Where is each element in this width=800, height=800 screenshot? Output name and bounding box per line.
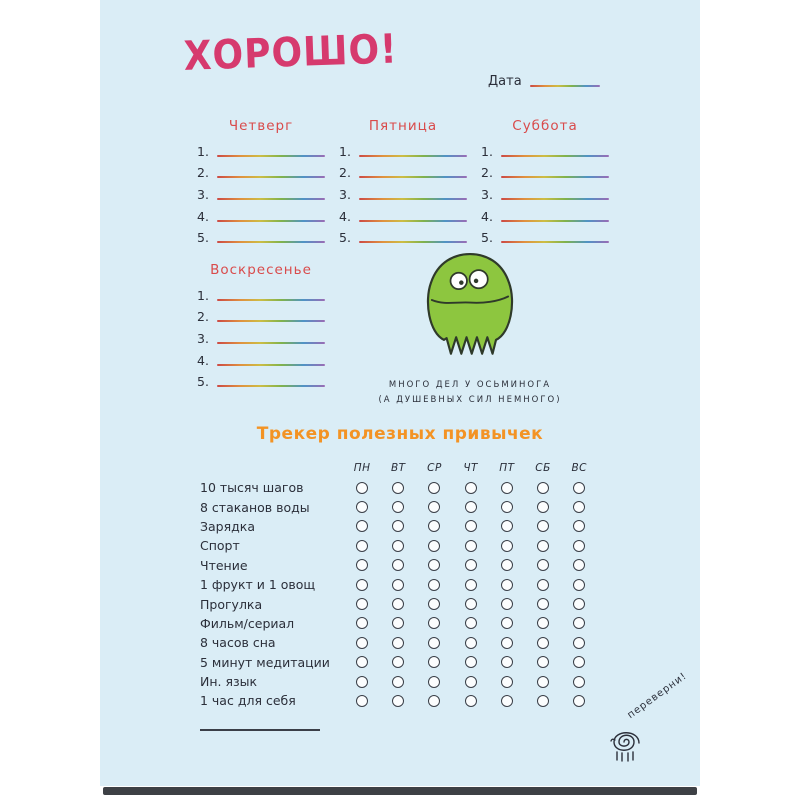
habit-checkbox[interactable] (465, 695, 477, 707)
habit-cell (489, 637, 525, 649)
todo-line-row (339, 226, 467, 248)
habit-checkbox[interactable] (573, 637, 585, 649)
tracker-day-label: ЧТ (463, 462, 478, 474)
todo-line-number: 3. (339, 187, 351, 203)
todo-line-row (339, 182, 467, 204)
todo-line-number: 5. (197, 374, 209, 390)
habit-cell (561, 656, 597, 668)
todo-line-row (197, 348, 325, 370)
habit-checkbox[interactable] (465, 637, 477, 649)
day-section-sunday (197, 262, 325, 391)
habit-tracker (200, 450, 620, 735)
todo-line-row (339, 139, 467, 161)
todo-line-number: 2. (197, 309, 209, 325)
habit-cell (561, 520, 597, 532)
todo-line-number: 4. (339, 208, 351, 224)
habit-cell (525, 695, 561, 707)
habit-cell (380, 482, 416, 494)
todo-write-line[interactable] (359, 241, 467, 243)
habit-cell (489, 598, 525, 610)
habit-checkbox[interactable] (501, 656, 513, 668)
habit-cell (525, 598, 561, 610)
habit-cell (561, 540, 597, 552)
tracker-day-header-cell (561, 462, 597, 474)
flip-note: переверни! (625, 670, 690, 721)
habit-cell (453, 676, 489, 688)
day-section-thursday (197, 118, 325, 247)
habit-cell (416, 617, 452, 629)
habit-label: Прогулка (200, 596, 263, 612)
todo-line-number: 1. (197, 287, 209, 303)
todo-line-number: 5. (481, 230, 493, 246)
habit-cell (344, 676, 380, 688)
habit-cell (453, 598, 489, 610)
habit-checkbox[interactable] (573, 617, 585, 629)
habit-cell (561, 501, 597, 513)
todo-line-row (339, 204, 467, 226)
habit-cell (416, 482, 452, 494)
habit-row (200, 672, 620, 691)
todo-line-row (339, 161, 467, 183)
habit-cell (416, 637, 452, 649)
habit-cell (561, 598, 597, 610)
habit-cell (380, 598, 416, 610)
habit-row (200, 478, 620, 497)
day-title-friday: Пятница (368, 118, 438, 134)
habit-checkbox[interactable] (428, 559, 440, 571)
habit-checkbox[interactable] (356, 598, 368, 610)
habit-cell (416, 520, 452, 532)
custom-habit-line[interactable] (200, 729, 320, 731)
habit-cell (416, 579, 452, 591)
habit-row (200, 691, 620, 710)
habit-row (200, 633, 620, 652)
habit-checkbox[interactable] (501, 559, 513, 571)
habit-checkbox[interactable] (573, 559, 585, 571)
habit-cell (344, 540, 380, 552)
habit-checkbox[interactable] (573, 676, 585, 688)
habit-cell (489, 617, 525, 629)
todo-write-line[interactable] (217, 320, 325, 322)
todo-write-line[interactable] (217, 176, 325, 178)
tracker-day-label: ПН (353, 462, 371, 474)
habit-cell (416, 501, 452, 513)
tracker-day-label: СР (427, 462, 442, 474)
habit-checkbox[interactable] (392, 482, 404, 494)
habit-checkbox[interactable] (392, 579, 404, 591)
habit-cell (453, 520, 489, 532)
habit-checkbox[interactable] (537, 540, 549, 552)
todo-write-line[interactable] (359, 198, 467, 200)
habit-checkbox[interactable] (501, 695, 513, 707)
todo-line-row (197, 283, 325, 305)
habit-checkbox[interactable] (428, 676, 440, 688)
habit-cell (380, 520, 416, 532)
habit-checkbox[interactable] (537, 637, 549, 649)
habit-cell (561, 482, 597, 494)
habit-cell (489, 482, 525, 494)
habit-cell (344, 598, 380, 610)
todo-write-line[interactable] (217, 385, 325, 387)
habit-checkbox[interactable] (465, 501, 477, 513)
habit-cell (380, 501, 416, 513)
day-title-saturday: Суббота (512, 118, 578, 134)
habit-checkbox[interactable] (392, 598, 404, 610)
habit-label: Чтение (200, 557, 248, 573)
sunday-section-slot (197, 262, 325, 391)
habit-cell (525, 676, 561, 688)
habit-checkbox[interactable] (465, 598, 477, 610)
habit-cell (525, 520, 561, 532)
habit-cell (380, 540, 416, 552)
habit-checkbox[interactable] (392, 656, 404, 668)
habit-checkbox[interactable] (501, 676, 513, 688)
habit-checkbox[interactable] (428, 501, 440, 513)
habit-cell (525, 637, 561, 649)
date-input-line[interactable] (530, 85, 600, 87)
todo-write-line[interactable] (217, 364, 325, 366)
todo-line-number: 1. (339, 143, 351, 159)
todo-line-number: 4. (481, 208, 493, 224)
date-label: Дата (488, 74, 522, 89)
habit-checkbox[interactable] (356, 695, 368, 707)
sheep-doodle-area (586, 670, 702, 772)
habit-cell (380, 559, 416, 571)
habit-checkbox[interactable] (573, 501, 585, 513)
habit-checkbox[interactable] (537, 598, 549, 610)
habit-row (200, 497, 620, 516)
habit-checkbox[interactable] (537, 579, 549, 591)
habit-cell (525, 559, 561, 571)
habit-checkbox[interactable] (573, 520, 585, 532)
habit-checkbox[interactable] (392, 520, 404, 532)
habit-cell (525, 482, 561, 494)
habit-cell (380, 676, 416, 688)
todo-line-number: 3. (197, 331, 209, 347)
todo-line-number: 2. (197, 165, 209, 181)
habit-checkbox[interactable] (537, 676, 549, 688)
habit-checkbox[interactable] (356, 559, 368, 571)
habit-cell (416, 540, 452, 552)
habit-checkbox[interactable] (392, 617, 404, 629)
habit-checkbox[interactable] (537, 656, 549, 668)
habit-cell (453, 559, 489, 571)
todo-line-number: 1. (197, 143, 209, 159)
habit-cell (525, 579, 561, 591)
octopus-icon (418, 248, 522, 365)
octopus-caption-line2: (А ДУШЕВНЫХ СИЛ НЕМНОГО) (378, 394, 562, 405)
tracker-day-header-cell (416, 462, 452, 474)
habit-checkbox[interactable] (392, 676, 404, 688)
todo-line-row (481, 139, 609, 161)
todo-write-line[interactable] (217, 241, 325, 243)
habit-row (200, 517, 620, 536)
day-title-sunday: Воскресенье (210, 262, 312, 278)
habit-cell (561, 579, 597, 591)
todo-line-number: 2. (339, 165, 351, 181)
habit-cell (453, 579, 489, 591)
habit-label: 10 тысяч шагов (200, 480, 304, 496)
todo-line-row (197, 326, 325, 348)
tracker-day-header-cell (489, 462, 525, 474)
habit-checkbox[interactable] (356, 676, 368, 688)
habit-checkbox[interactable] (356, 520, 368, 532)
habit-cell (416, 598, 452, 610)
habit-cell (416, 656, 452, 668)
habit-row (200, 653, 620, 672)
todo-write-line[interactable] (501, 198, 609, 200)
habit-checkbox[interactable] (392, 637, 404, 649)
page-title: ХОРОШО! (183, 26, 399, 80)
habit-checkbox[interactable] (501, 617, 513, 629)
habit-cell (453, 637, 489, 649)
habit-checkbox[interactable] (465, 676, 477, 688)
habit-checkbox[interactable] (428, 520, 440, 532)
habit-checkbox[interactable] (356, 579, 368, 591)
habit-cell (489, 656, 525, 668)
date-field (488, 74, 600, 90)
habit-checkbox[interactable] (428, 482, 440, 494)
habit-cell (344, 695, 380, 707)
todo-line-number: 3. (197, 187, 209, 203)
tracker-day-header-cell (344, 462, 380, 474)
tracker-header-row (200, 450, 620, 474)
habit-checkbox[interactable] (428, 695, 440, 707)
habit-checkbox[interactable] (428, 540, 440, 552)
habit-row (200, 594, 620, 613)
habit-cell (380, 617, 416, 629)
sheep-icon (602, 722, 646, 766)
todo-line-row (481, 226, 609, 248)
habit-checkbox[interactable] (356, 656, 368, 668)
habit-checkbox[interactable] (356, 617, 368, 629)
habit-checkbox[interactable] (465, 559, 477, 571)
tracker-day-label: ВТ (390, 462, 406, 474)
todo-write-line[interactable] (501, 241, 609, 243)
habit-cell (344, 637, 380, 649)
habit-cell (344, 520, 380, 532)
habit-checkbox[interactable] (428, 656, 440, 668)
day-section-saturday (481, 118, 609, 247)
todo-line-row (197, 204, 325, 226)
habit-cell (525, 501, 561, 513)
todo-line-number: 5. (197, 230, 209, 246)
habit-cell (344, 617, 380, 629)
todo-line-number: 5. (339, 230, 351, 246)
habit-cell (380, 637, 416, 649)
habit-checkbox[interactable] (501, 598, 513, 610)
habit-checkbox[interactable] (573, 656, 585, 668)
habit-cell (380, 656, 416, 668)
habit-cell (453, 540, 489, 552)
todo-write-line[interactable] (359, 176, 467, 178)
habit-checkbox[interactable] (356, 540, 368, 552)
octopus-illustration-area (372, 248, 568, 408)
habit-cell (344, 579, 380, 591)
custom-habit-label (200, 729, 344, 735)
habit-checkbox[interactable] (573, 482, 585, 494)
tracker-day-header-cell (453, 462, 489, 474)
habit-checkbox[interactable] (501, 637, 513, 649)
tracker-day-header-cell (380, 462, 416, 474)
habit-cell (489, 520, 525, 532)
habit-cell (380, 579, 416, 591)
habit-cell (453, 695, 489, 707)
habit-checkbox[interactable] (428, 579, 440, 591)
habit-checkbox[interactable] (537, 695, 549, 707)
todo-line-row (197, 370, 325, 392)
todo-write-line[interactable] (359, 155, 467, 157)
habit-checkbox[interactable] (428, 637, 440, 649)
habit-checkbox[interactable] (573, 598, 585, 610)
habit-label: Спорт (200, 538, 240, 554)
habit-cell (489, 579, 525, 591)
habit-checkbox[interactable] (537, 520, 549, 532)
habit-cell (561, 676, 597, 688)
todo-write-line[interactable] (501, 176, 609, 178)
habit-cell (561, 559, 597, 571)
todo-write-line[interactable] (217, 198, 325, 200)
todo-write-line[interactable] (501, 155, 609, 157)
habit-checkbox[interactable] (501, 482, 513, 494)
habit-checkbox[interactable] (465, 656, 477, 668)
habit-checkbox[interactable] (573, 540, 585, 552)
habit-checkbox[interactable] (392, 540, 404, 552)
habit-checkbox[interactable] (356, 482, 368, 494)
todo-line-row (481, 204, 609, 226)
habit-checkbox[interactable] (573, 695, 585, 707)
habit-checkbox[interactable] (428, 617, 440, 629)
habit-checkbox[interactable] (465, 579, 477, 591)
custom-habit-row (200, 711, 620, 735)
todo-write-line[interactable] (501, 220, 609, 222)
habit-label: 8 стаканов воды (200, 499, 310, 515)
habit-checkbox[interactable] (356, 637, 368, 649)
habit-checkbox[interactable] (537, 559, 549, 571)
octopus-caption (372, 378, 568, 408)
todo-line-row (197, 305, 325, 327)
habit-row (200, 556, 620, 575)
todo-write-line[interactable] (359, 220, 467, 222)
habit-checkbox[interactable] (573, 579, 585, 591)
habit-cell (525, 540, 561, 552)
tracker-day-label: ПТ (499, 462, 515, 474)
page-bottom-edge (103, 787, 697, 795)
habit-row (200, 575, 620, 594)
habit-label: 1 час для себя (200, 693, 296, 709)
habit-checkbox[interactable] (392, 695, 404, 707)
tracker-day-label: ВС (571, 462, 587, 474)
habit-checkbox[interactable] (537, 617, 549, 629)
day-title-thursday: Четверг (228, 118, 294, 134)
todo-line-row (197, 182, 325, 204)
habit-cell (489, 501, 525, 513)
todo-line-number: 2. (481, 165, 493, 181)
habit-checkbox[interactable] (501, 501, 513, 513)
habit-checkbox[interactable] (465, 482, 477, 494)
habit-label: Зарядка (200, 518, 255, 534)
habit-label: 8 часов сна (200, 635, 276, 651)
habit-cell (380, 695, 416, 707)
habit-cell (525, 656, 561, 668)
todo-line-number: 4. (197, 208, 209, 224)
habit-cell (489, 540, 525, 552)
habit-cell (489, 695, 525, 707)
habit-cell (416, 695, 452, 707)
todo-line-row (481, 182, 609, 204)
habit-checkbox[interactable] (465, 617, 477, 629)
habit-label: 1 фрукт и 1 овощ (200, 577, 316, 593)
habit-checkbox[interactable] (537, 501, 549, 513)
habit-cell (344, 501, 380, 513)
todo-line-number: 3. (481, 187, 493, 203)
habit-checkbox[interactable] (392, 501, 404, 513)
todo-write-line[interactable] (217, 155, 325, 157)
habit-cell (344, 482, 380, 494)
habit-cell (453, 617, 489, 629)
habit-cell (453, 482, 489, 494)
todo-line-row (197, 161, 325, 183)
todo-write-line[interactable] (217, 342, 325, 344)
habit-cell (416, 676, 452, 688)
habit-cell (561, 617, 597, 629)
habit-checkbox[interactable] (501, 579, 513, 591)
day-section-friday (339, 118, 467, 247)
habit-cell (489, 559, 525, 571)
todo-line-row (197, 139, 325, 161)
todo-line-row (481, 161, 609, 183)
tracker-title: Трекер полезных привычек (256, 424, 544, 444)
habit-cell (344, 656, 380, 668)
habit-checkbox[interactable] (537, 482, 549, 494)
todo-write-line[interactable] (217, 299, 325, 301)
weekday-todo-grid (197, 118, 609, 247)
habit-cell (489, 676, 525, 688)
todo-line-number: 1. (481, 143, 493, 159)
habit-row (200, 614, 620, 633)
todo-line-number: 4. (197, 352, 209, 368)
habit-checkbox[interactable] (428, 598, 440, 610)
habit-label: Фильм/сериал (200, 615, 295, 631)
habit-cell (453, 501, 489, 513)
habit-checkbox[interactable] (501, 540, 513, 552)
habit-checkbox[interactable] (465, 540, 477, 552)
tracker-day-header-cell (525, 462, 561, 474)
habit-cell (416, 559, 452, 571)
habit-checkbox[interactable] (465, 520, 477, 532)
tracker-day-label: СБ (535, 462, 551, 474)
habit-label: 5 минут медитации (200, 654, 330, 670)
habit-label: Ин. язык (200, 674, 258, 690)
todo-write-line[interactable] (217, 220, 325, 222)
todo-line-row (197, 226, 325, 248)
habit-cell (561, 637, 597, 649)
habit-cell (525, 617, 561, 629)
octopus-caption-line1: МНОГО ДЕЛ У ОСЬМИНОГА (388, 380, 552, 390)
habit-checkbox[interactable] (501, 520, 513, 532)
habit-checkbox[interactable] (356, 501, 368, 513)
habit-checkbox[interactable] (392, 559, 404, 571)
planner-sheet (100, 0, 700, 786)
habit-row (200, 536, 620, 555)
habit-cell (344, 559, 380, 571)
habit-cell (453, 656, 489, 668)
